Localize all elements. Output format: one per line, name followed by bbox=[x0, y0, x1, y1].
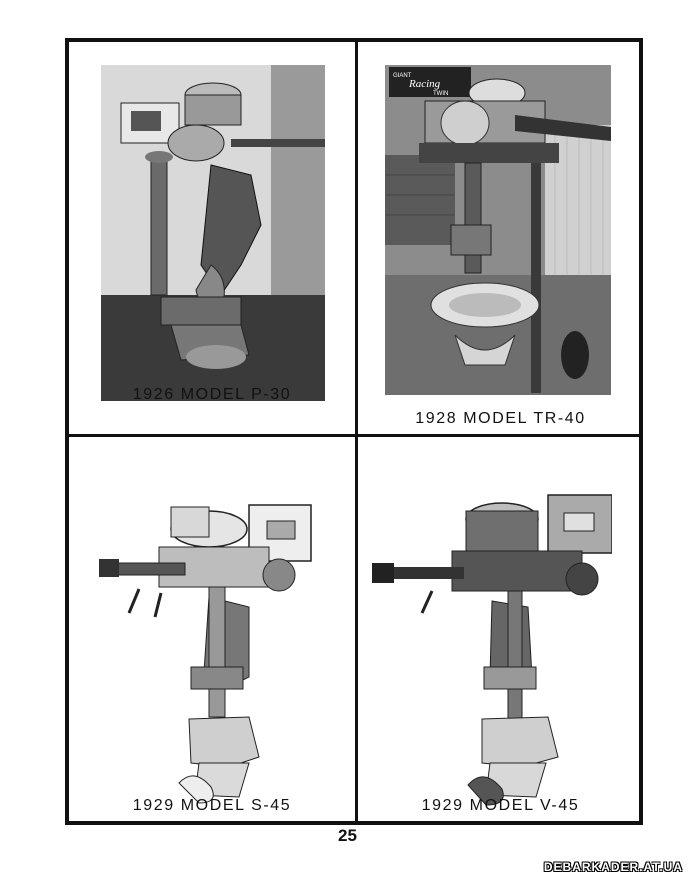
tank-label-racing: Racing bbox=[409, 78, 441, 90]
panel-s45 bbox=[69, 437, 355, 825]
tank-label-twin: TWIN bbox=[433, 91, 449, 97]
illustration-s45-motor bbox=[99, 467, 319, 807]
photo-grid bbox=[65, 38, 643, 825]
panel-v45 bbox=[358, 437, 643, 825]
caption-tr40: 1928 MODEL TR-40 bbox=[415, 410, 586, 427]
tank-label-giant: GIANT bbox=[393, 73, 412, 79]
caption-p30: 1926 MODEL P-30 bbox=[132, 386, 292, 403]
photo-p30-motor bbox=[101, 65, 325, 401]
panel-tr40 bbox=[358, 42, 643, 434]
page-number: 25 bbox=[338, 826, 357, 845]
caption-v45: 1929 MODEL V-45 bbox=[421, 797, 580, 814]
panel-p30 bbox=[69, 42, 355, 434]
photo-tr40-motor bbox=[385, 65, 611, 395]
illustration-v45-motor bbox=[372, 467, 612, 807]
watermark: DEBARKADER.AT.UA bbox=[543, 860, 683, 874]
caption-s45: 1929 MODEL S-45 bbox=[132, 797, 292, 814]
